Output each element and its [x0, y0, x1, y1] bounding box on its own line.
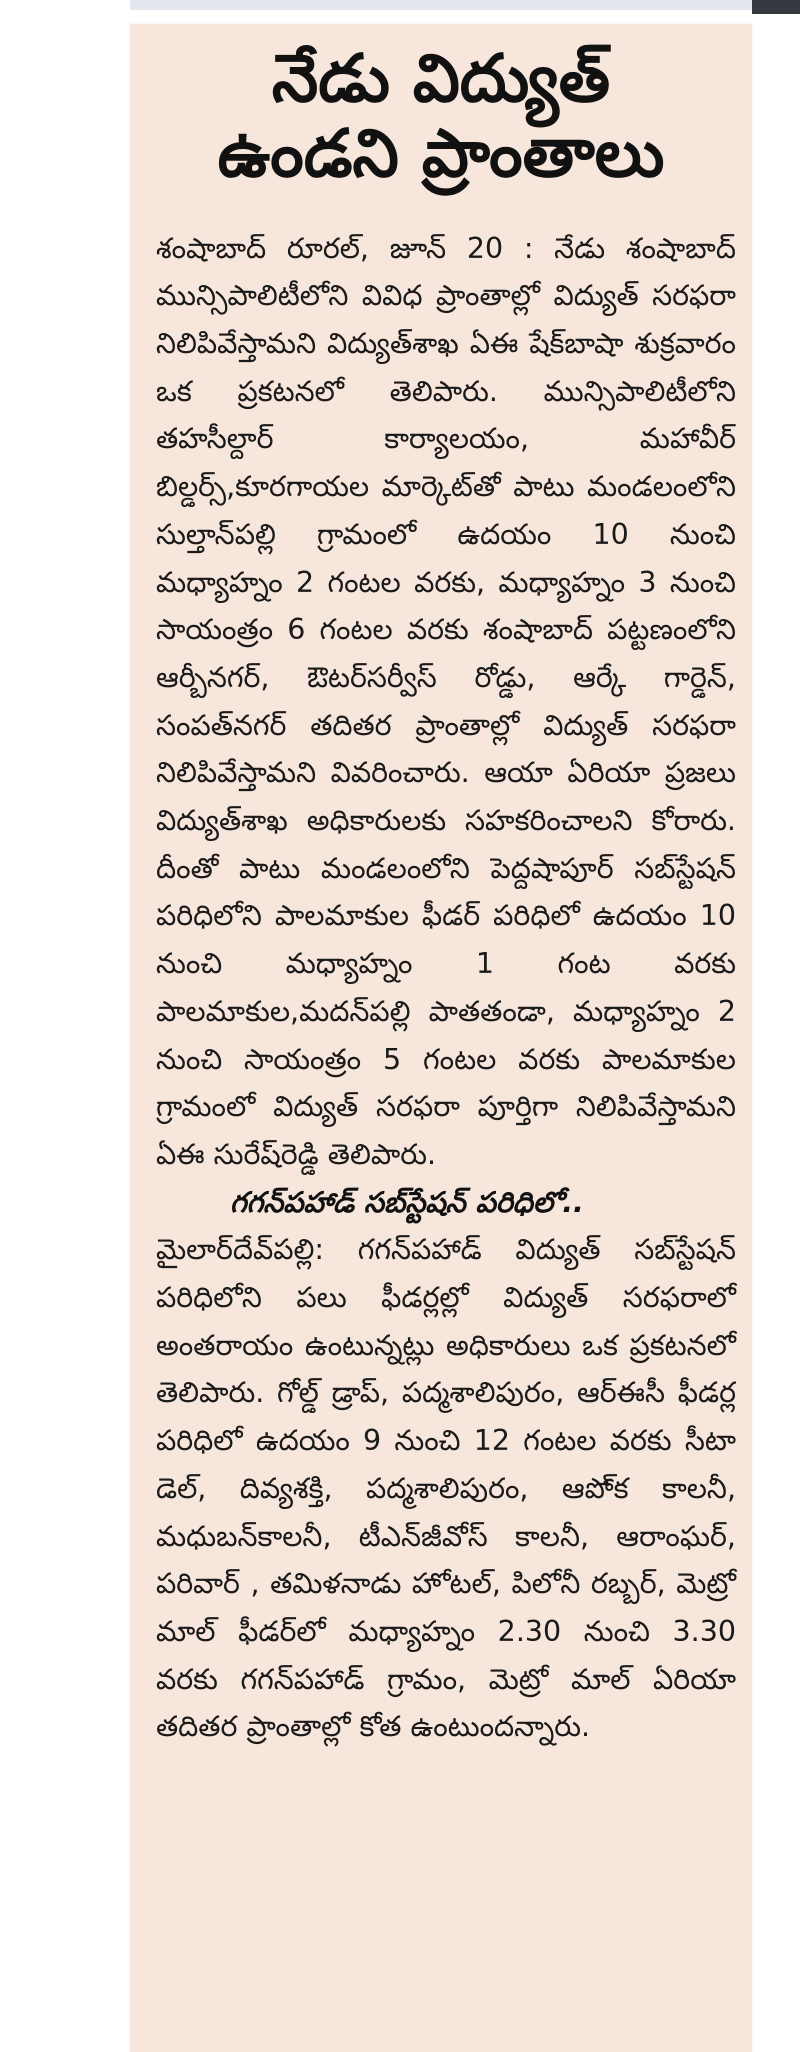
article-subheading: గగన్‌పహాడ్ సబ్‌స్టేషన్ పరిధిలో.. — [230, 1185, 584, 1219]
top-page-strip — [130, 0, 752, 10]
headline-line-2: ఉండని ప్రాంతాలు — [217, 115, 665, 193]
headline — [130, 40, 752, 193]
article-paragraph-2: మైలార్‌దేవ్‌పల్లి: గగన్‌పహాడ్ విద్యుత్ సబ్‌స్టేషన్ పరిధిలోని పలు ఫీడర్లల్లో విద్యుత్ సరఫరాలో అంతరాయం ఉంటున్నట్లు అధికారులు ఒక ప్రకటనలో తెలిపారు. గోల్డ్ డ్రాప్, పద్మశాలిపురం, ఆర్‌ఈసీ ఫీడర్ల పరిధిలో ఉదయం 9 నుంచి 12 గంటల వరకు సీటా డెల్, దివ్యశక్తి, పద్మశాలిపురం, ఆపో్క కాలనీ, మధుబన్‌కాలనీ, టీఎన్‌జీవోస్ కాలనీ, ఆరాంఘర్, పరివార్ , తమిళనాడు హోటల్, పిలోనీ రబ్బర్, మెట్రో మాల్ ఫీడర్‌లో మధ్యాహ్నం 2.30 నుంచి 3.30 వరకు గగన్‌పహాడ్ గ్రామం, మెట్రో మాల్ ఏరియా తదితర ప్రాంతాల్లో కోత ఉంటుందన్నారు. — [156, 1233, 736, 1744]
article-body — [156, 225, 736, 1752]
headline-line-1: నేడు విద్యుత్ — [271, 40, 611, 117]
article-paragraph-1: శంషాబాద్ రూరల్, జూన్ 20 : నేడు శంషాబాద్ మున్సిపాలిటీలోని వివిధ ప్రాంతాల్లో విద్యుత్ సరఫరా నిలిపివేస్తామని విద్యుత్‌శాఖ ఏఈ షేక్‌బాషా శుక్రవారం ఒక ప్రకటనలో తెలిపారు. మున్సిపాలిటీలోని తహసీల్దార్ కార్యాలయం, మహావీర్ బిల్డర్స్,కూరగాయల మార్కెట్‌తో పాటు మండలంలోని సుల్తాన్‌పల్లి గ్రామంలో ఉదయం 10 నుంచి మధ్యాహ్నం 2 గంటల వరకు, మధ్యాహ్నం 3 నుంచి సాయంత్రం 6 గంటల వరకు శంషాబాద్ పట్టణంలోని ఆర్బీనగర్, ఔటర్‌సర్వీస్ రోడ్డు, ఆర్కే గార్డెన్, సంపత్‌నగర్ తదితర ప్రాంతాల్లో విద్యుత్ సరఫరా నిలిపివేస్తామని వివరించారు. ఆయా ఏరియా ప్రజలు విద్యుత్‌శాఖ అధికారులకు సహకరించాలని కోరారు. దీంతో పాటు మండలంలోని పెద్దషాపూర్ సబ్‌స్టేషన్ పరిధిలోని పాలమాకుల ఫీడర్ పరిధిలో ఉదయం 10 నుంచి మధ్యాహ్నం 1 గంట వరకు పాలమాకుల,మదన్‌పల్లి పాతతండా, మధ్యాహ్నం 2 నుంచి సాయంత్రం 5 గంటల వరకు పాలమాకుల గ్రామంలో విద్యుత్ సరఫరా పూర్తిగా నిలిపివేస్తామని ఏఈ సురేష్‌రెడ్డి తెలిపారు. — [156, 231, 736, 1171]
top-dark-tab — [752, 0, 800, 14]
newspaper-clipping — [130, 24, 752, 2052]
